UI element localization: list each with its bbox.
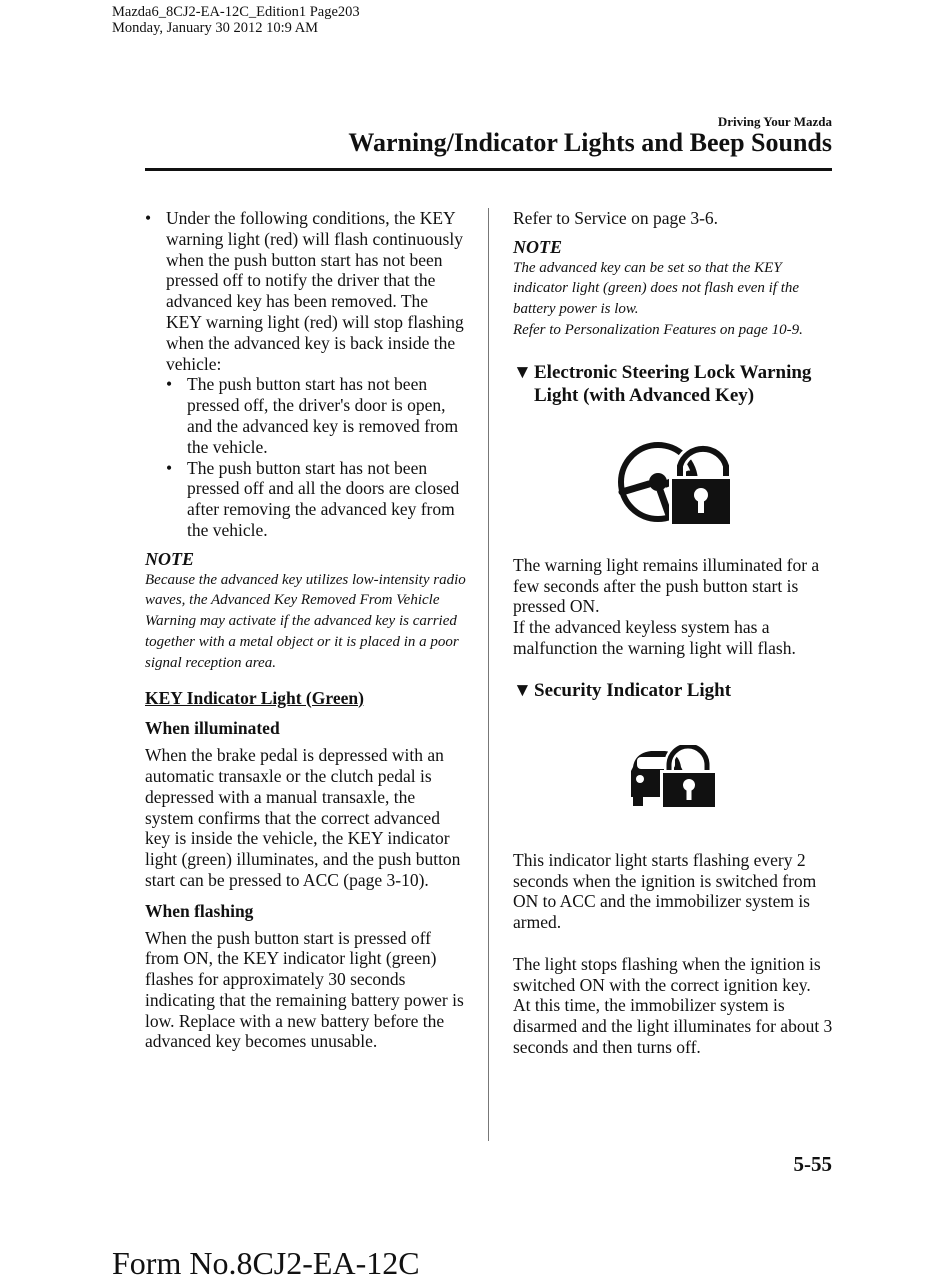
- car-lock-icon: [513, 708, 835, 848]
- when-flashing-text: When the push button start is pressed off from ON, the KEY indicator light (green) flashes for approximately 30 seconds indicating that the remaining battery power is low. Replace with a new battery before the advanced key becomes unusable.: [145, 927, 464, 1052]
- security-heading: [513, 679, 835, 702]
- bullet-mark: •: [145, 208, 152, 228]
- triangle-marker: ▼: [513, 361, 532, 383]
- when-flashing-heading: When flashing: [145, 900, 254, 921]
- when-illuminated-text: When the brake pedal is depressed with an automatic transaxle or the clutch pedal is depressed with a manual transaxle, the system confirms that the correct advanced key is inside the vehicle, the KEY indicator light (green) illuminates, and the push button start can be pressed to ACC (page 3-10).: [145, 745, 461, 890]
- security-heading-text: Security Indicator Light: [534, 679, 732, 701]
- sub-bullet-item: [145, 458, 467, 541]
- sub-bullet-text: The push button start has not been pressed off and all the doors are closed after removing the advanced key from the vehicle.: [187, 457, 460, 540]
- note-refer-text: Refer to Personalization Features on page 10-9.: [513, 321, 803, 338]
- section-label: Driving Your Mazda: [717, 114, 832, 129]
- triangle-marker: ▼: [513, 679, 532, 701]
- metadata-line-1: Mazda6_8CJ2-EA-12C_Edition1 Page203: [112, 4, 360, 20]
- sub-bullet-text: The push button start has not been pressed off, the driver's door is open, and the advanced key is removed from the vehicle.: [187, 374, 459, 457]
- steering-lock-text-2: If the advanced keyless system has a malfunction the warning light will flash.: [513, 617, 796, 658]
- steering-lock-text-1: The warning light remains illuminated for a few seconds after the push button start is pressed ON.: [513, 554, 820, 617]
- steering-lock-heading: [513, 361, 835, 407]
- note-text: The advanced key can be set so that the KEY indicator light (green) does not flash even if the battery power is low.: [513, 259, 800, 318]
- car-lock-icon-graphic: [629, 745, 719, 811]
- page-number: 5-55: [793, 1152, 832, 1176]
- left-column: [145, 208, 467, 1052]
- page-title: Warning/Indicator Lights and Beep Sounds: [348, 128, 832, 157]
- steering-lock-icon: [513, 413, 835, 553]
- when-illuminated-heading: When illuminated: [145, 718, 280, 739]
- bullet-item: [145, 208, 467, 374]
- bullet-text: Under the following conditions, the KEY warning light (red) will flash continuously when the push button start has not been pressed off to notify the driver that the advanced key has been removed. The KEY warning light (red) will stop flashing when the advanced key is back inside the vehicle:: [166, 208, 464, 374]
- print-metadata: [112, 4, 360, 36]
- metadata-line-2: Monday, January 30 2012 10:9 AM: [112, 20, 319, 36]
- security-text-3: At this time, the immobilizer system is disarmed and the light illuminates for about 3 seconds and then turns off.: [513, 995, 833, 1057]
- right-column: [513, 208, 835, 1058]
- sub-bullet-mark: •: [166, 457, 173, 478]
- security-text-1: This indicator light starts flashing every 2 seconds when the ignition is switched from ON to ACC and the immobilizer system is armed.: [513, 849, 817, 933]
- refer-service-text: Refer to Service on page 3-6.: [513, 208, 719, 228]
- title-rule: [145, 168, 832, 171]
- steering-lock-heading-text: Electronic Steering Lock Warning Light (with Advanced Key): [534, 361, 812, 406]
- steering-lock-icon-graphic: [614, 438, 734, 528]
- column-divider: [488, 208, 489, 1141]
- form-number: Form No.8CJ2-EA-12C: [112, 1245, 420, 1281]
- note-text: Because the advanced key utilizes low-intensity radio waves, the Advanced Key Removed From Vehicle Warning may activate if the advanced key is carried together with a metal object or it is placed in a poor signal reception area.: [145, 571, 466, 671]
- sub-bullet-item: [145, 374, 467, 457]
- note-heading: NOTE: [513, 236, 562, 257]
- note-heading: NOTE: [145, 548, 194, 569]
- security-text-2: The light stops flashing when the ignition is switched ON with the correct ignition key.: [513, 953, 821, 995]
- sub-bullet-mark: •: [166, 374, 173, 395]
- key-indicator-heading: KEY Indicator Light (Green): [145, 687, 364, 708]
